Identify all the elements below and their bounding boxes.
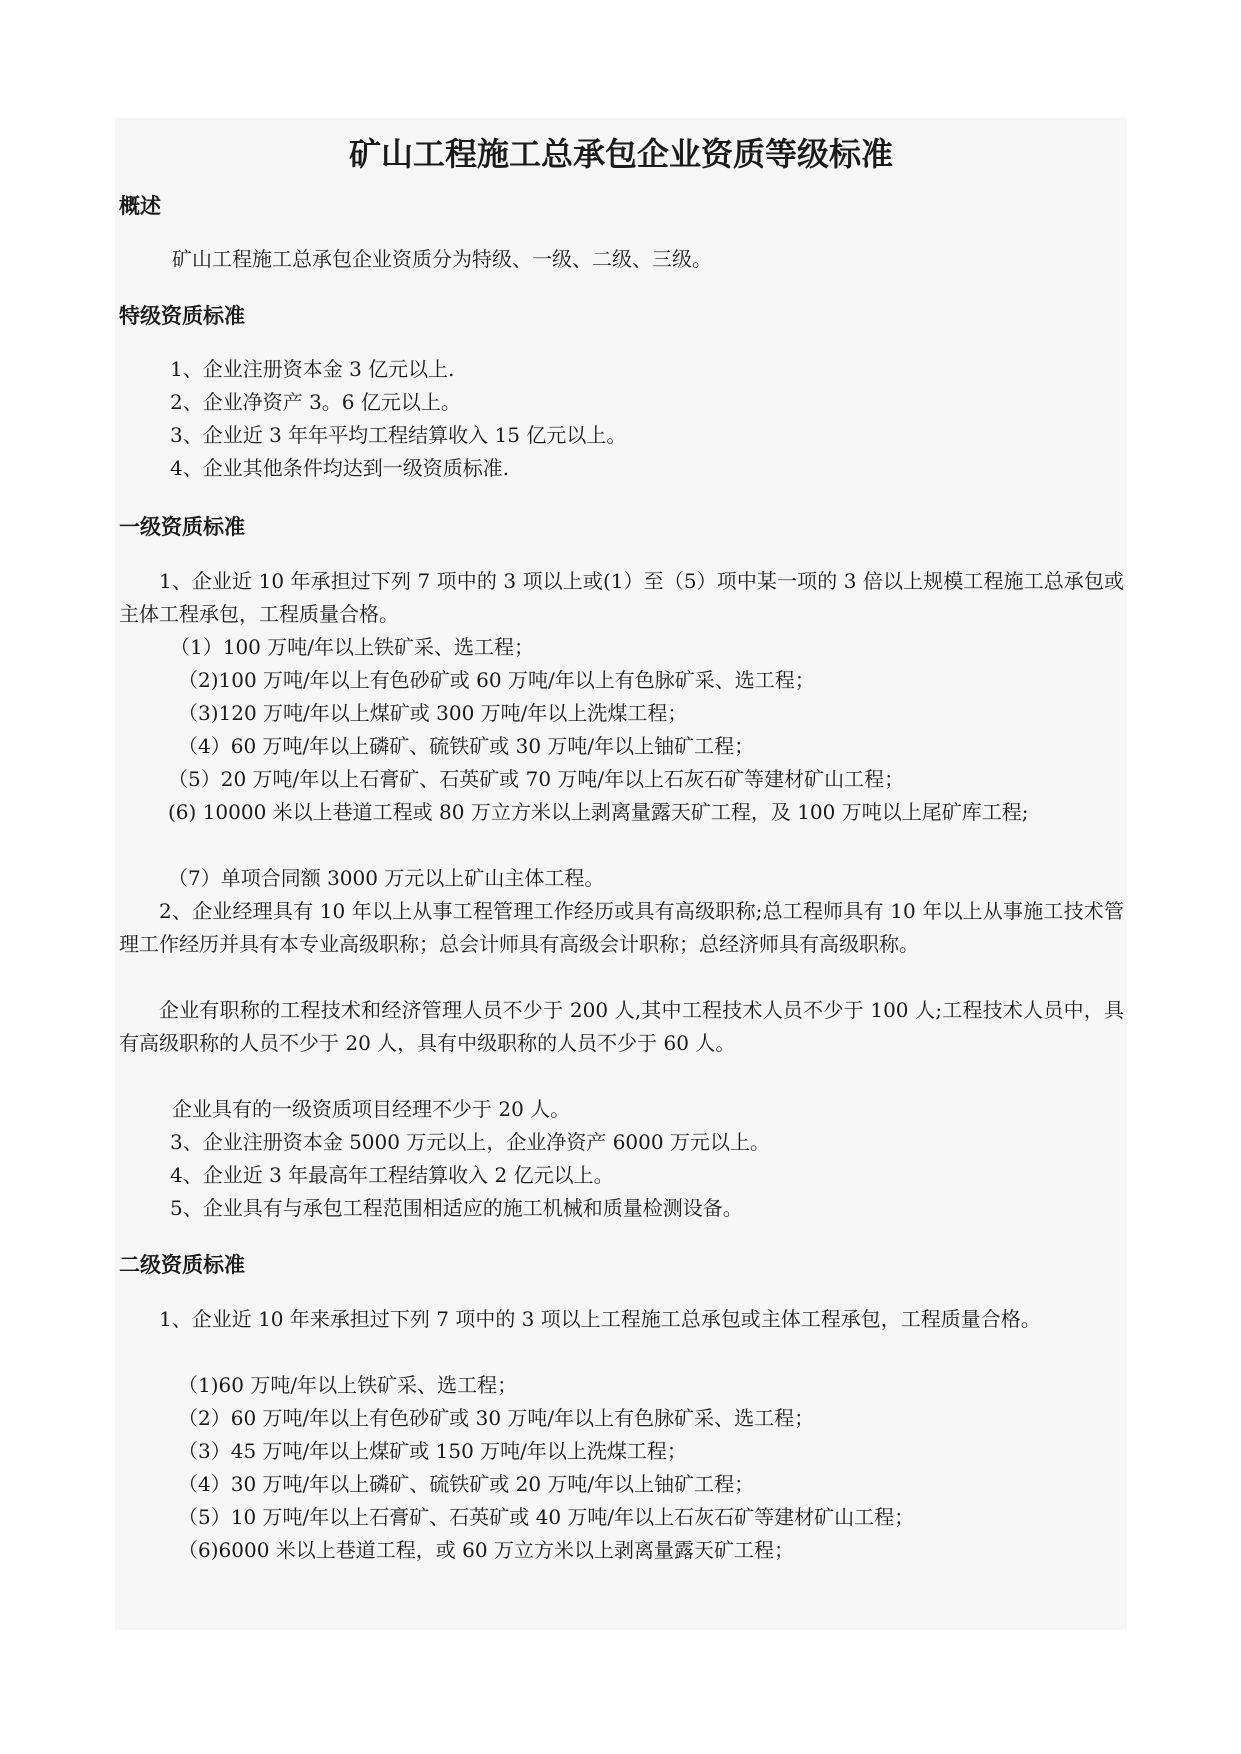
- grade1-item: （4）60 万吨/年以上磷矿、硫铁矿或 30 万吨/年以上铀矿工程；: [178, 734, 755, 758]
- grade1-item: （1）100 万吨/年以上铁矿采、选工程；: [170, 635, 534, 659]
- grade1-paragraph-3: 企业有职称的工程技术和经济管理人员不少于 200 人,其中工程技术人员不少于 100 人;工程技术人员中，具有高级职称的人员不少于 20 人，具有中级职称的人员不少于 60 人。: [119, 998, 1124, 1055]
- grade2-item: （5）10 万吨/年以上石膏矿、石英矿或 40 万吨/年以上石灰石矿等建材矿山工程；: [178, 1505, 915, 1529]
- grade1-paragraph-5: 3、企业注册资本金 5000 万元以上，企业净资产 6000 万元以上。: [170, 1130, 770, 1154]
- grade2-paragraph-1: 1、企业近 10 年来承担过下列 7 项中的 3 项以上工程施工总承包或主体工程承包，工程质量合格。: [159, 1307, 1041, 1331]
- grade1-item-7: （7）单项合同额 3000 万元以上矿山主体工程。: [168, 866, 605, 890]
- special-item: 3、企业近 3 年年平均工程结算收入 15 亿元以上。: [170, 423, 627, 447]
- special-item: 1、企业注册资本金 3 亿元以上.: [170, 357, 455, 381]
- grade2-item: （6)6000 米以上巷道工程，或 60 万立方米以上剥离量露天矿工程；: [178, 1538, 794, 1562]
- grade1-paragraph-6: 4、企业近 3 年最高年工程结算收入 2 亿元以上。: [170, 1163, 614, 1187]
- grade2-item: （2）60 万吨/年以上有色砂矿或 30 万吨/年以上有色脉矿采、选工程；: [178, 1406, 815, 1430]
- overview-heading: 概述: [119, 194, 161, 218]
- grade1-paragraph-4: 企业具有的一级资质项目经理不少于 20 人。: [172, 1097, 571, 1121]
- grade1-item: （5）20 万吨/年以上石膏矿、石英矿或 70 万吨/年以上石灰石矿等建材矿山工程；: [168, 767, 905, 791]
- grade2-item: （1)60 万吨/年以上铁矿采、选工程；: [178, 1373, 518, 1397]
- overview-paragraph: 矿山工程施工总承包企业资质分为特级、一级、二级、三级。: [172, 247, 712, 271]
- grade1-paragraph-1: 1、企业近 10 年承担过下列 7 项中的 3 项以上或(1）至（5）项中某一项的 3 倍以上规模工程施工总承包或主体工程承包，工程质量合格。: [119, 569, 1124, 626]
- grade1-paragraph-2: 2、企业经理具有 10 年以上从事工程管理工作经历或具有高级职称;总工程师具有 10 年以上从事施工技术管理工作经历并具有本专业高级职称；总会计师具有高级会计职称；总经济师具有高级职称。: [119, 899, 1124, 956]
- grade1-item: （2)100 万吨/年以上有色砂矿或 60 万吨/年以上有色脉矿采、选工程；: [178, 668, 815, 692]
- special-grade-heading: 特级资质标准: [119, 304, 245, 328]
- grade1-item-6: (6) 10000 米以上巷道工程或 80 万立方米以上剥离量露天矿工程，及 100 万吨以上尾矿库工程;: [168, 800, 1029, 824]
- grade2-item: （4）30 万吨/年以上磷矿、硫铁矿或 20 万吨/年以上铀矿工程；: [178, 1472, 755, 1496]
- grade1-paragraph-7: 5、企业具有与承包工程范围相适应的施工机械和质量检测设备。: [170, 1196, 743, 1220]
- grade2-heading: 二级资质标准: [119, 1253, 245, 1277]
- special-item: 2、企业净资产 3。6 亿元以上。: [170, 390, 461, 414]
- grade1-item: （3)120 万吨/年以上煤矿或 300 万吨/年以上洗煤工程；: [178, 701, 688, 725]
- grade2-item: （3）45 万吨/年以上煤矿或 150 万吨/年以上洗煤工程；: [178, 1439, 687, 1463]
- document-title: 矿山工程施工总承包企业资质等级标准: [348, 135, 893, 173]
- grade1-heading: 一级资质标准: [119, 515, 245, 539]
- special-item: 4、企业其他条件均达到一级资质标准.: [170, 456, 510, 480]
